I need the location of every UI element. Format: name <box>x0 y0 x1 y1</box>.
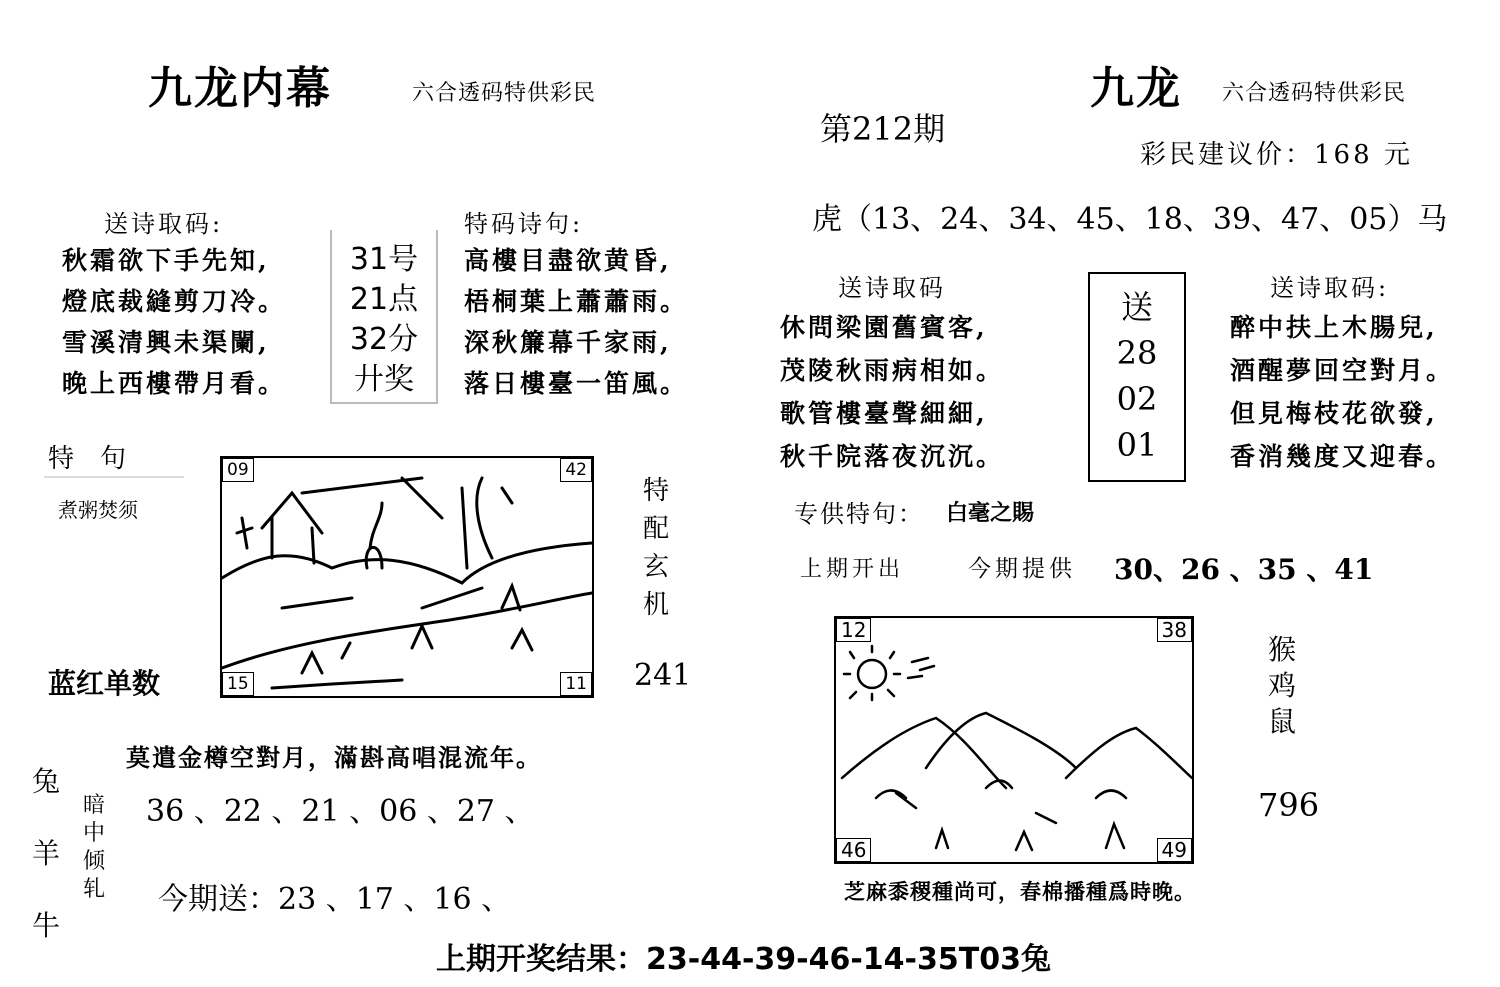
poem-line: 秋千院落夜沉沉。 <box>780 442 1005 471</box>
right-poem-left <box>780 306 1004 478</box>
poem-line: 歌管樓臺聲細細, <box>780 399 988 428</box>
poem-line: 燈底裁縫剪刀冷。 <box>62 287 287 316</box>
special-line-text: 白毫之賜 <box>946 500 1035 526</box>
left-title: 九龙内幕 <box>148 63 332 114</box>
poem-line: 酒醒夢回空對月。 <box>1230 356 1455 385</box>
left-poem-header: 送诗取码: <box>104 210 224 238</box>
center-code-box <box>330 230 438 404</box>
mountain-sketch <box>836 618 1192 862</box>
corner-number: 15 <box>222 672 254 696</box>
an-zhong-char: 中 <box>82 821 105 846</box>
left-subtitle: 六合透码特供彩民 <box>412 81 597 106</box>
send-line: 送 <box>1120 288 1153 326</box>
poem-line: 雪溪清興未渠闌, <box>62 328 270 357</box>
zodiac-char: 羊 <box>31 837 60 870</box>
special-poem-header: 特码诗句: <box>464 210 584 238</box>
animal-char: 猴 <box>1267 633 1296 666</box>
issue-number: 第212期 <box>820 110 946 148</box>
right-illustration <box>834 616 1194 864</box>
vertical-label <box>636 472 676 624</box>
special-poem <box>464 240 688 404</box>
poem-line: 茂陵秋雨病相如。 <box>780 356 1005 385</box>
this-period-numbers: 30、26 、35 、41 <box>1114 553 1374 586</box>
code-line: 廾奖 <box>354 362 414 397</box>
animal-char: 鼠 <box>1267 705 1296 738</box>
left-poem-line: 莫遣金樽空對月，滿斟高唱混流年。 <box>126 743 542 772</box>
code-line: 32分 <box>349 322 419 357</box>
vertical-char: 玄 <box>642 552 669 582</box>
landscape-sketch <box>222 458 592 696</box>
te-ju-label: 特 句 <box>48 444 127 474</box>
price: 彩民建议价：168 元 <box>1140 140 1413 170</box>
number-796: 796 <box>1258 786 1320 824</box>
poem-line: 醉中扶上木腸兒, <box>1230 313 1438 342</box>
an-zhong-char: 倾 <box>82 849 105 874</box>
code-line: 31号 <box>349 242 419 277</box>
last-result: 上期开奖结果：23-44-39-46-14-35T03兔 <box>436 942 1051 977</box>
code-line: 21点 <box>349 282 419 317</box>
special-line-label: 专供特句： <box>794 500 924 528</box>
corner-number: 38 <box>1157 618 1192 642</box>
an-zhong-vertical <box>76 792 112 904</box>
poem-line: 香消幾度又迎春。 <box>1230 442 1455 471</box>
zodiac-char: 兔 <box>31 765 60 798</box>
zodiac-char: 牛 <box>31 909 60 942</box>
send-line: 01 <box>1116 426 1158 464</box>
left-poem <box>62 240 286 404</box>
vertical-char: 配 <box>642 514 669 544</box>
corner-number: 12 <box>836 618 871 642</box>
right-bottom-poem: 芝麻黍稷種尚可，春棉播種爲時晚。 <box>844 879 1196 904</box>
send-line: 02 <box>1116 380 1158 418</box>
corner-number: 11 <box>560 672 592 696</box>
poem-line: 晚上西樓帶月看。 <box>62 369 287 398</box>
poem-line: 秋霜欲下手先知, <box>62 246 270 275</box>
numbers-row: 36 、22 、21 、06 、27 、 <box>146 794 535 829</box>
corner-number: 49 <box>1157 838 1192 862</box>
send-box <box>1088 272 1186 482</box>
corner-number: 09 <box>222 458 254 482</box>
an-zhong-char: 暗 <box>82 793 105 818</box>
right-subtitle: 六合透码特供彩民 <box>1222 81 1407 106</box>
number-241: 241 <box>634 658 692 693</box>
last-period-label: 上期开出 <box>800 557 905 582</box>
send-line: 28 <box>1116 334 1158 372</box>
vertical-char: 特 <box>642 476 669 506</box>
poem-line: 但見梅枝花欲發, <box>1230 399 1438 428</box>
corner-number: 46 <box>836 838 871 862</box>
zodiac-vertical <box>26 746 66 962</box>
te-ju-text: 煮粥焚须 <box>58 498 138 522</box>
animals-vertical <box>1262 632 1302 740</box>
vertical-char: 机 <box>642 590 669 620</box>
divider <box>44 476 184 478</box>
poem-line: 休問梁園舊賓客, <box>780 313 988 342</box>
corner-number: 42 <box>560 458 592 482</box>
left-illustration <box>220 456 594 698</box>
poem-line: 梧桐葉上蕭蕭雨。 <box>464 287 689 316</box>
right-poem-header-right: 送诗取码: <box>1270 274 1390 302</box>
poem-line: 深秋簾幕千家雨, <box>464 328 672 357</box>
poem-line: 高樓目盡欲黄昏, <box>464 246 672 275</box>
right-title: 九龙 <box>1090 63 1182 114</box>
animal-char: 鸡 <box>1267 669 1296 702</box>
right-poem-right <box>1230 306 1454 478</box>
poem-line: 落日樓臺一笛風。 <box>464 369 689 398</box>
tiger-line: 虎（13、24、34、45、18、39、47、05）马 <box>812 202 1448 237</box>
this-period-label: 今期提供 <box>968 556 1076 582</box>
right-poem-header-left: 送诗取码 <box>838 274 946 302</box>
blue-red-label: 蓝红单数 <box>48 667 161 700</box>
an-zhong-char: 轧 <box>82 877 105 902</box>
jin-qi-song: 今期送：23 、17 、16 、 <box>158 882 512 917</box>
